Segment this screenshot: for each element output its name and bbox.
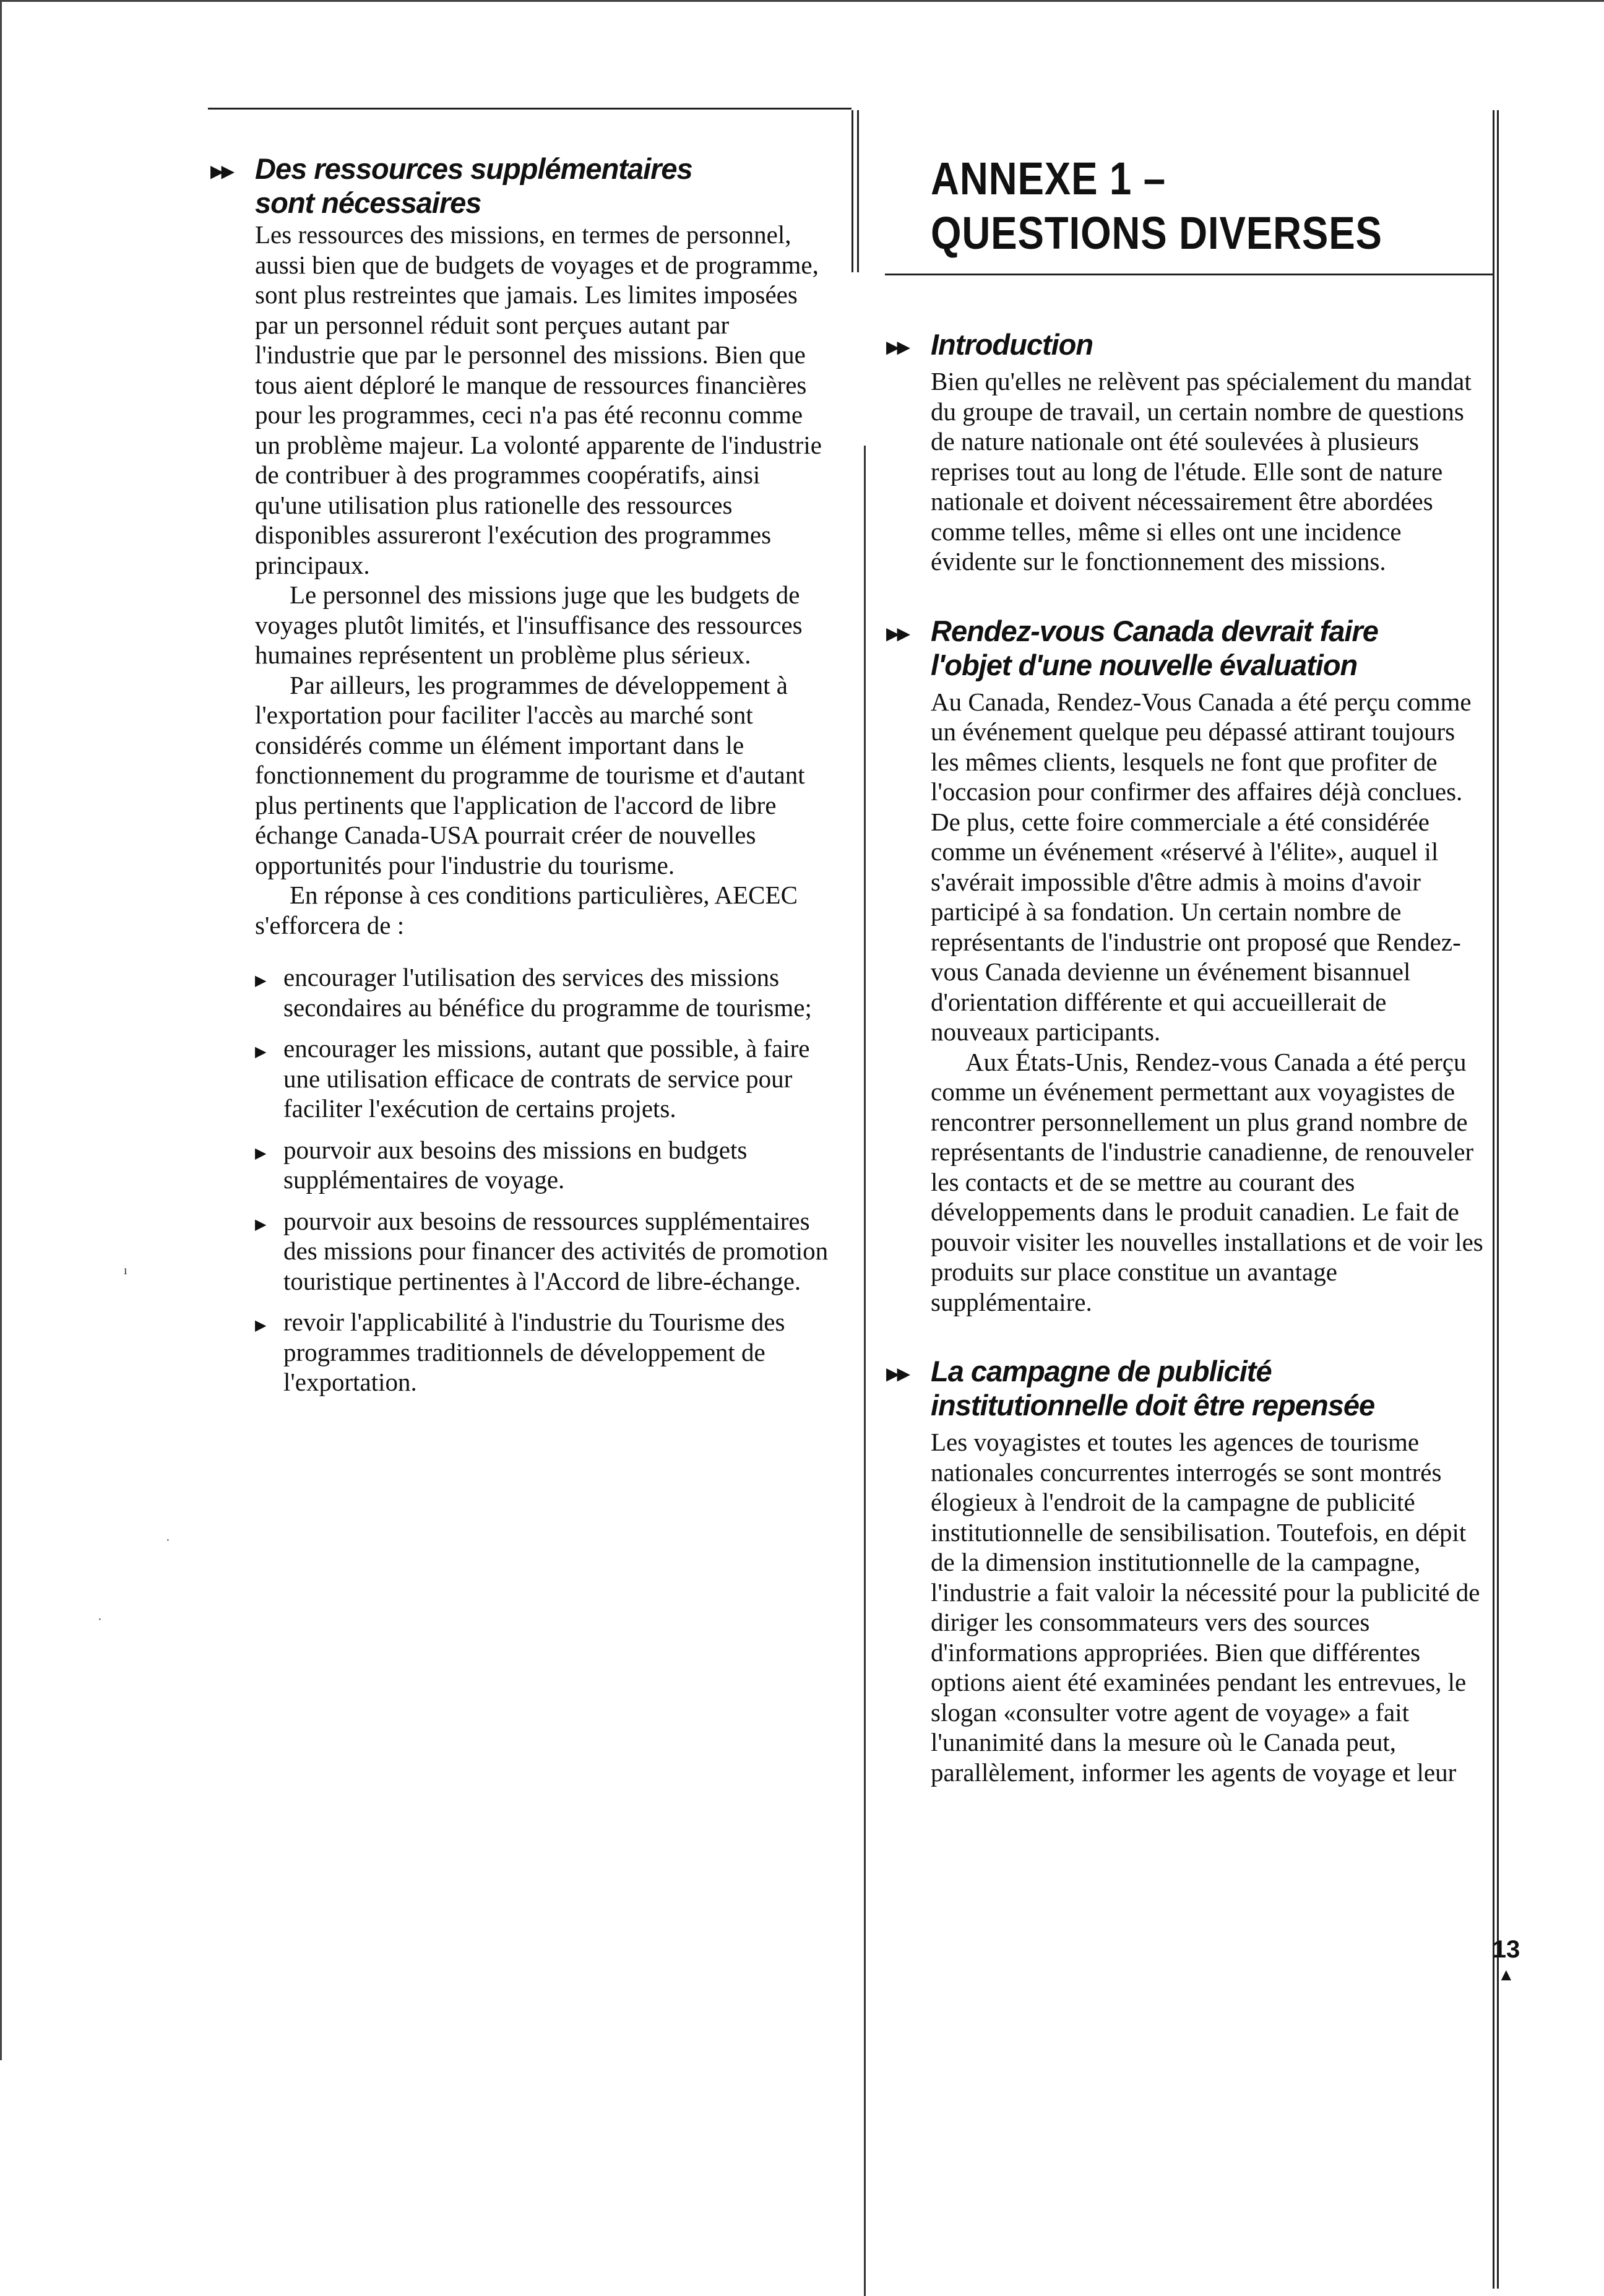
paragraph: Les voyagistes et toutes les agences de tourisme nationales concurrentes interrogés se sont montrés élogieux à l'endroit de la campagne de publicité institutionnelle de sensibilisation. Toutefois, en dépit de la dimension institutionnelle de la campagne, l'industrie a fait valoir la nécessité pour la publicité de diriger les consommateurs vers des sources d'informations appropriées. Bien que différentes options aient été examinées pendant les entrevues, le slogan «consulter votre agent de voyage» a fait l'unanimité dans la mesure où le Canada peut, parallèlement, informer les agents de voyage et leur xyxy=(931,1428,1480,1787)
list-item: ▶ pourvoir aux besoins de ressources supplémentaires des missions pour financer des activités de promotion touristique pertinentes à l'Accord de libre-échange. xyxy=(255,1206,829,1295)
list-item: ▶ revoir l'applicabilité à l'industrie du Tourisme des programmes traditionnels de développement de l'exportation. xyxy=(255,1308,785,1396)
double-arrow-icon: ▶▶ xyxy=(886,623,908,643)
page-edge-left xyxy=(0,0,2,2060)
triangle-bullet-icon: ▶ xyxy=(255,1216,267,1233)
left-column xyxy=(210,152,829,1409)
page-triangle-mark: ▲ xyxy=(1498,1966,1515,1985)
right-column xyxy=(886,152,1483,1787)
double-arrow-icon: ▶▶ xyxy=(886,337,908,356)
scan-speck: ı xyxy=(124,1264,127,1277)
list-item: ▶ pourvoir aux besoins des missions en budgets supplémentaires de voyage. xyxy=(255,1135,748,1194)
list-item: ▶ encourager les missions, autant que possible, à faire une utilisation efficace de contrats de service pour faciliter l'exécution de certains projets. xyxy=(255,1034,810,1123)
annexe-box-left-border xyxy=(852,110,859,272)
paragraph: Bien qu'elles ne relèvent pas spécialement du mandat du groupe de travail, un certain nombre de questions de nature nationale ont été soulevées à plusieurs reprises tout au long de l'étude. Elle sont de nature nationale et doivent nécessairement être abordées comme telles, même si elles ont une incidence évidente sur le fonctionnement des missions. xyxy=(931,367,1472,576)
double-arrow-icon: ▶▶ xyxy=(210,162,233,181)
section-rendez-vous xyxy=(886,614,1483,1318)
triangle-bullet-icon: ▶ xyxy=(255,1044,267,1060)
page-number: 13 xyxy=(1492,1936,1520,1963)
list-item: ▶ encourager l'utilisation des services des missions secondaires au bénéfice du programme de tourisme; xyxy=(255,963,812,1022)
triangle-bullet-icon: ▶ xyxy=(255,973,267,989)
section-heading-ressources: ▶▶ Des ressources supplémentaires sont nécessaires xyxy=(210,152,692,219)
triangle-bullet-icon: ▶ xyxy=(255,1318,267,1334)
scan-speck: · xyxy=(166,1534,170,1547)
paragraph: En réponse à ces conditions particulières, AECEC s'efforcera de : xyxy=(255,881,798,939)
triangle-bullet-icon: ▶ xyxy=(255,1145,267,1162)
paragraph: Les ressources des missions, en termes de personnel, aussi bien que de budgets de voyages et de programme, sont plus restreintes que jamais. Les limites imposées par un personnel réduit sont perçues autant par l'industrie que par le personnel des missions. Bien que tous aient déploré le manque de ressources financières pour les programmes, ceci n'a pas été reconnu comme un problème majeur. La volonté apparente de l'industrie de contribuer à des programmes coopératifs, ainsi qu'une utilisation plus rationelle des ressources disponibles assureront l'exécution des programmes principaux. xyxy=(255,220,822,579)
paragraph: Par ailleurs, les programmes de développement à l'exportation pour faciliter l'accès au marché sont considérés comme un élément important dans le fonctionnement du programme de tourisme et d'autant plus pertinents que l'application de l'accord de libre échange Canada-USA pourrait créer de nouvelles opportunités pour l'industrie du tourisme. xyxy=(255,670,805,879)
section-heading-rendez-vous: ▶▶ Rendez-vous Canada devrait faire l'objet d'une nouvelle évaluation xyxy=(886,614,1378,681)
section-campagne xyxy=(886,1354,1483,1787)
section-heading-introduction: ▶▶ Introduction xyxy=(886,327,1483,361)
section-introduction xyxy=(886,327,1483,577)
double-arrow-icon: ▶▶ xyxy=(886,1364,908,1383)
paragraph: Au Canada, Rendez-Vous Canada a été perçu comme un événement quelque peu dépassé attirant toujours les mêmes clients, lesquels ne font que profiter de l'occasion pour confirmer des affaires déjà conclues. De plus, cette foire commerciale a été considérée comme un événement «réservé à l'élite», auquel il s'avérait impossible d'être admis à moins d'avoir participé à sa fondation. Un certain nombre de représentants de l'industrie ont proposé que Rendez-vous Canada devienne un événement bisannuel d'orientation différente et qui accueillerait de nouveaux participants. xyxy=(931,687,1472,1046)
paragraph: Le personnel des missions juge que les budgets de voyages plutôt limités, et l'insuffisance des ressources humaines représentent un problème plus sérieux. xyxy=(255,580,803,669)
column-divider xyxy=(864,446,866,2296)
top-rule xyxy=(208,108,852,110)
section-heading-campagne: ▶▶ La campagne de publicité institutionnelle doit être repensée xyxy=(886,1355,1375,1422)
action-list xyxy=(255,962,829,1397)
page-edge-top xyxy=(0,0,1604,2)
annexe-title: ANNEXE 1 – QUESTIONS DIVERSES xyxy=(931,153,1382,259)
scan-speck: · xyxy=(98,1613,102,1626)
paragraph: Aux États-Unis, Rendez-vous Canada a été perçu comme un événement permettant aux voyagistes de rencontrer personnellement un plus grand nombre de représentants de l'industrie canadienne, de renouveler les contacts et de se mettre au courant des développements dans le produit canadien. Le fait de pouvoir visiter les nouvelles installations et de voir les produits sur place constitue un avantage supplémentaire. xyxy=(931,1047,1483,1316)
